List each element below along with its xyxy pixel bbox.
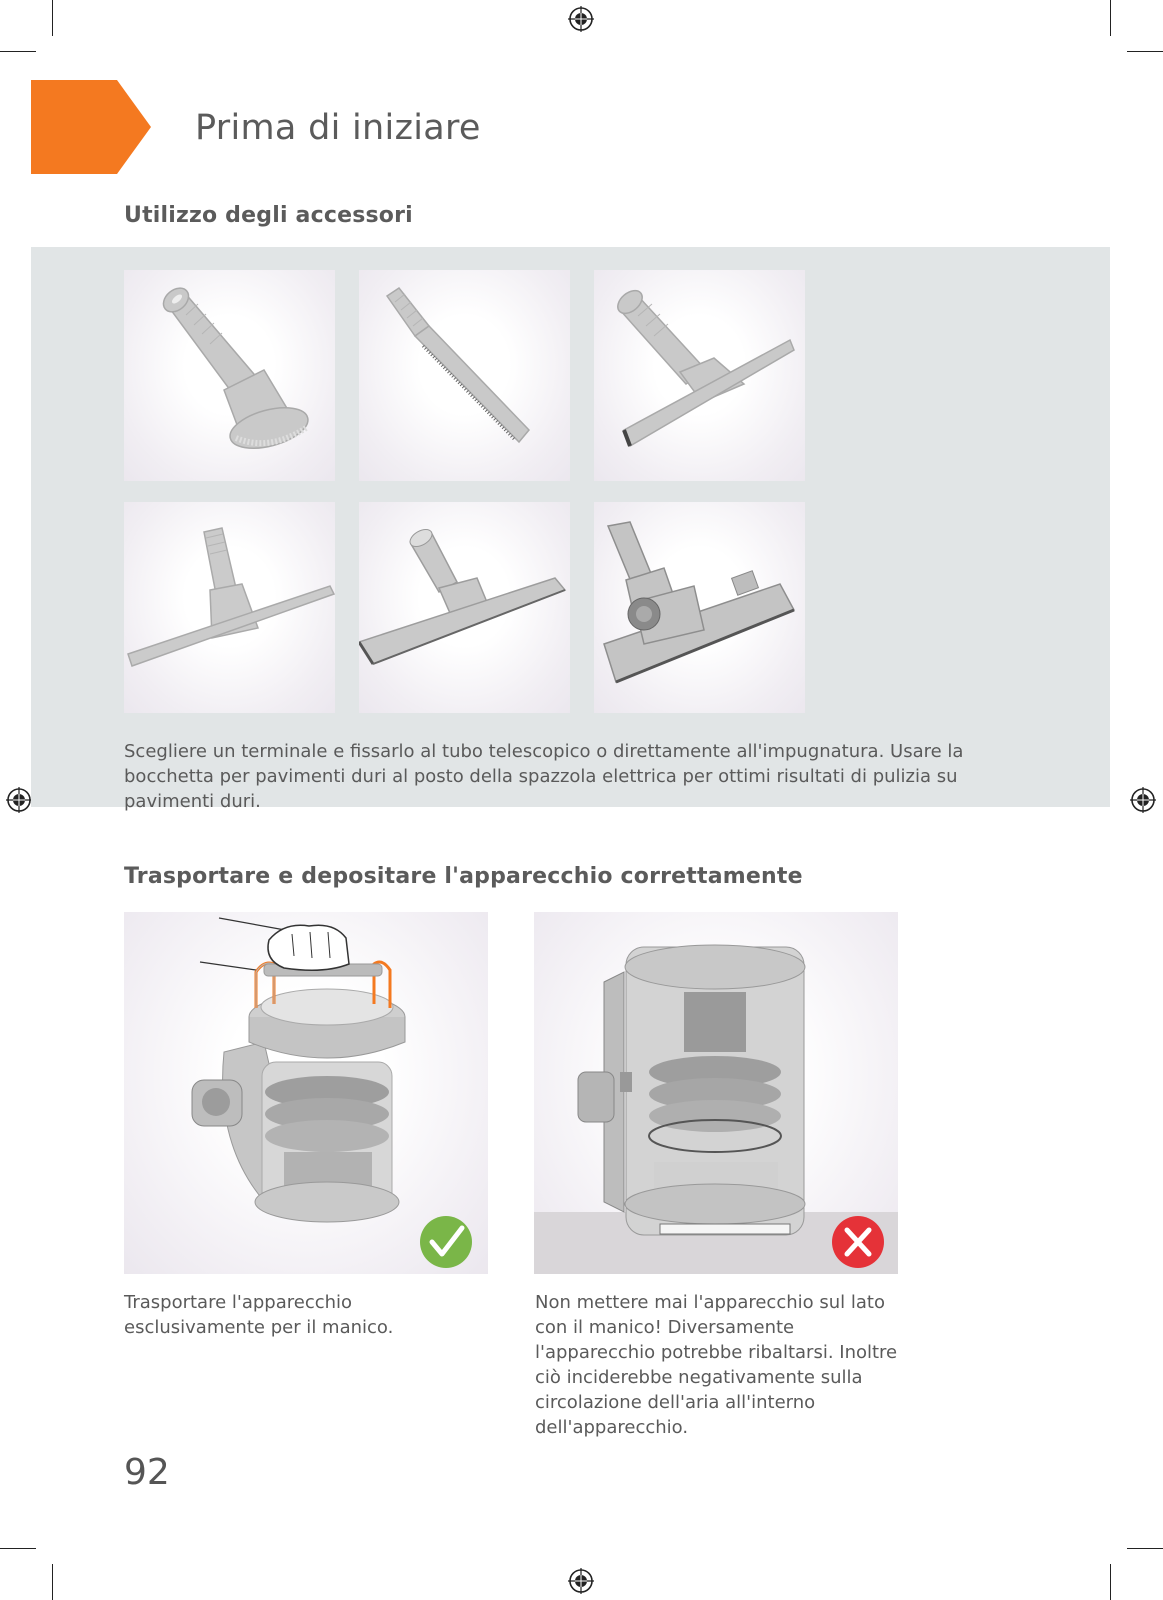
registration-mark-icon <box>6 787 32 813</box>
registration-mark-icon <box>568 6 594 32</box>
transport-heading: Trasportare e depositare l'apparecchio correttamente <box>124 864 803 889</box>
window-nozzle-image <box>124 502 335 713</box>
crop-mark <box>1127 51 1163 52</box>
page-title: Prima di iniziare <box>195 108 481 148</box>
crop-mark <box>1127 1548 1163 1549</box>
wrong-placement-image <box>534 912 898 1274</box>
correct-carry-image <box>124 912 488 1274</box>
page-number: 92 <box>124 1452 170 1493</box>
crop-mark <box>52 0 53 36</box>
crop-mark <box>1110 1564 1111 1600</box>
check-icon <box>420 1216 472 1268</box>
crop-mark <box>1110 0 1111 36</box>
crop-mark <box>52 1564 53 1600</box>
accessories-description: Scegliere un terminale e fissarlo al tubo telescopico o direttamente all'impugnatura. Usare la bocchetta per pavimenti duri al posto della spazzola elettrica per ottimi risultati di pulizia su pavimenti duri. <box>124 741 964 812</box>
crop-mark <box>0 51 36 52</box>
correct-caption: Trasportare l'apparecchio esclusivamente per il manico. <box>124 1292 394 1338</box>
crop-mark <box>0 1548 36 1549</box>
registration-mark-icon <box>568 1568 594 1594</box>
section-tab-arrow <box>31 80 151 174</box>
wrong-caption: Non mettere mai l'apparecchio sul lato con il manico! Diversamente l'apparecchio potrebbe ribaltarsi. Inoltre ciò inciderebbe negativamente sulla circolazione dell'aria all'interno dell'apparecchio. <box>535 1292 898 1438</box>
mattress-nozzle-image <box>594 270 805 481</box>
upholstery-nozzle-image <box>124 270 335 481</box>
registration-mark-icon <box>1130 787 1156 813</box>
accessories-heading: Utilizzo degli accessori <box>124 203 413 228</box>
crevice-tool-image <box>359 270 570 481</box>
power-brush-image <box>594 502 805 713</box>
hard-floor-nozzle-image <box>359 502 570 713</box>
